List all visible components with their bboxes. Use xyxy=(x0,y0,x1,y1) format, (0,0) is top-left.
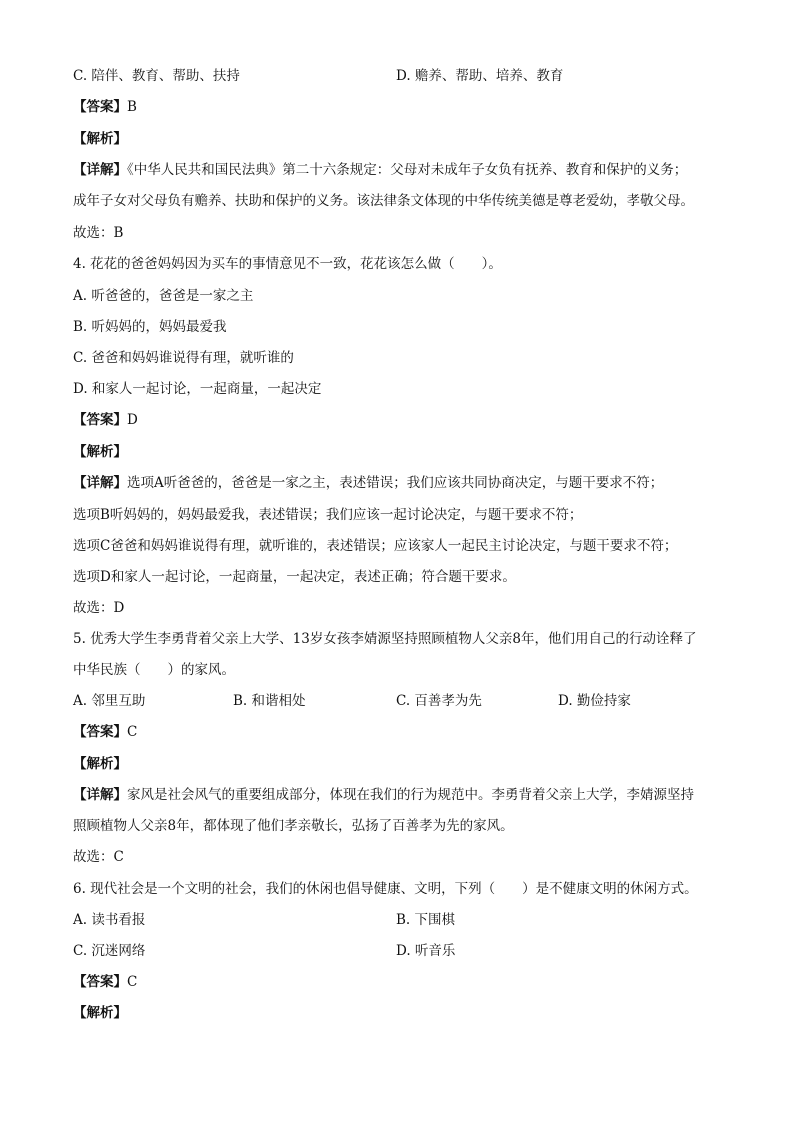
detail-line xyxy=(73,784,724,806)
option-d: D. 赡养、帮助、培养、教育 xyxy=(396,68,564,84)
answer-row xyxy=(73,96,724,118)
detail-label: 【详解】 xyxy=(73,787,127,803)
answer-value: C xyxy=(127,724,138,740)
option-b: B. 下围棋 xyxy=(396,912,456,928)
answer-row xyxy=(73,721,724,743)
detail-line xyxy=(73,159,724,181)
detail-label: 【详解】 xyxy=(73,475,127,491)
question-4-option-a: A. 听爸爸的，爸爸是一家之主 xyxy=(73,288,254,304)
question-5-stem: 5. 优秀大学生李勇背着父亲上大学、13岁女孩李婧源坚持照顾植物人父亲8年，他们用自己的行动诠释了 xyxy=(73,631,697,647)
question-4-option-d: D. 和家人一起讨论，一起商量，一起决定 xyxy=(73,381,322,397)
answer-value: B xyxy=(127,99,137,115)
answer-label: 【答案】 xyxy=(73,724,127,740)
answer-label: 【答案】 xyxy=(73,99,127,115)
answer-value: C xyxy=(127,974,138,990)
answer-row xyxy=(73,409,724,431)
detail-line xyxy=(73,472,724,494)
question-5-stem: 中华民族（ ）的家风。 xyxy=(73,662,235,678)
question-6-options-row xyxy=(73,909,724,931)
option-c: C. 沉迷网络 xyxy=(73,943,146,959)
question-4-option-b: B. 听妈妈的，妈妈最爱我 xyxy=(73,319,227,335)
detail-line: 选项C爸爸和妈妈谁说得有理，就听谁的，表述错误；应该家人一起民主讨论决定，与题干要求不符； xyxy=(73,538,678,554)
answer-value: D xyxy=(127,412,138,428)
detail-text: 家风是社会风气的重要组成部分，体现在我们的行为规范中。李勇背着父亲上大学，李婧源坚持 xyxy=(127,787,694,803)
detail-line: 选项B听妈妈的，妈妈最爱我，表述错误；我们应该一起讨论决定，与题干要求不符； xyxy=(73,507,583,523)
answer-row xyxy=(73,971,724,993)
option-d: D. 听音乐 xyxy=(396,943,456,959)
detail-text: 选项A听爸爸的，爸爸是一家之主，表述错误；我们应该共同协商决定，与题干要求不符； xyxy=(127,475,664,491)
question-6-stem: 6. 现代社会是一个文明的社会，我们的休闲也倡导健康、文明，下列（ ）是不健康文明的休闲方式。 xyxy=(73,881,698,897)
question-5-options-row xyxy=(73,690,724,712)
option-c: C. 百善孝为先 xyxy=(396,693,482,709)
option-b: B. 和谐相处 xyxy=(233,693,306,709)
question-6-options-row xyxy=(73,940,724,962)
option-c: C. 陪伴、教育、帮助、扶持 xyxy=(73,68,240,84)
analysis-label: 【解析】 xyxy=(73,1005,127,1021)
question-4-stem: 4. 花花的爸爸妈妈因为买车的事情意见不一致，花花该怎么做（ ）。 xyxy=(73,256,502,272)
choice-line: 故选：C xyxy=(73,849,124,865)
option-d: D. 勤俭持家 xyxy=(558,693,631,709)
option-a: A. 读书看报 xyxy=(73,912,146,928)
detail-line: 选项D和家人一起讨论，一起商量，一起决定，表述正确；符合题干要求。 xyxy=(73,569,516,585)
option-a: A. 邻里互助 xyxy=(73,693,146,709)
analysis-label: 【解析】 xyxy=(73,131,127,147)
choice-line: 故选：D xyxy=(73,600,125,616)
answer-label: 【答案】 xyxy=(73,974,127,990)
question-4-option-c: C. 爸爸和妈妈谁说得有理，就听谁的 xyxy=(73,350,294,366)
answer-label: 【答案】 xyxy=(73,412,127,428)
prev-question-options-row xyxy=(73,65,724,87)
analysis-label: 【解析】 xyxy=(73,756,127,772)
detail-label: 【详解】 xyxy=(73,162,127,178)
analysis-label: 【解析】 xyxy=(73,444,127,460)
detail-text: 《中华人民共和国民法典》第二十六条规定：父母对未成年子女负有抚养、教育和保护的义务； xyxy=(127,162,688,178)
choice-line: 故选：B xyxy=(73,225,124,241)
detail-line: 成年子女对父母负有赡养、扶助和保护的义务。该法律条文体现的中华传统美德是尊老爱幼，孝敬父母。 xyxy=(73,193,694,209)
detail-line: 照顾植物人父亲8年，都体现了他们孝亲敬长，弘扬了百善孝为先的家风。 xyxy=(73,818,514,834)
